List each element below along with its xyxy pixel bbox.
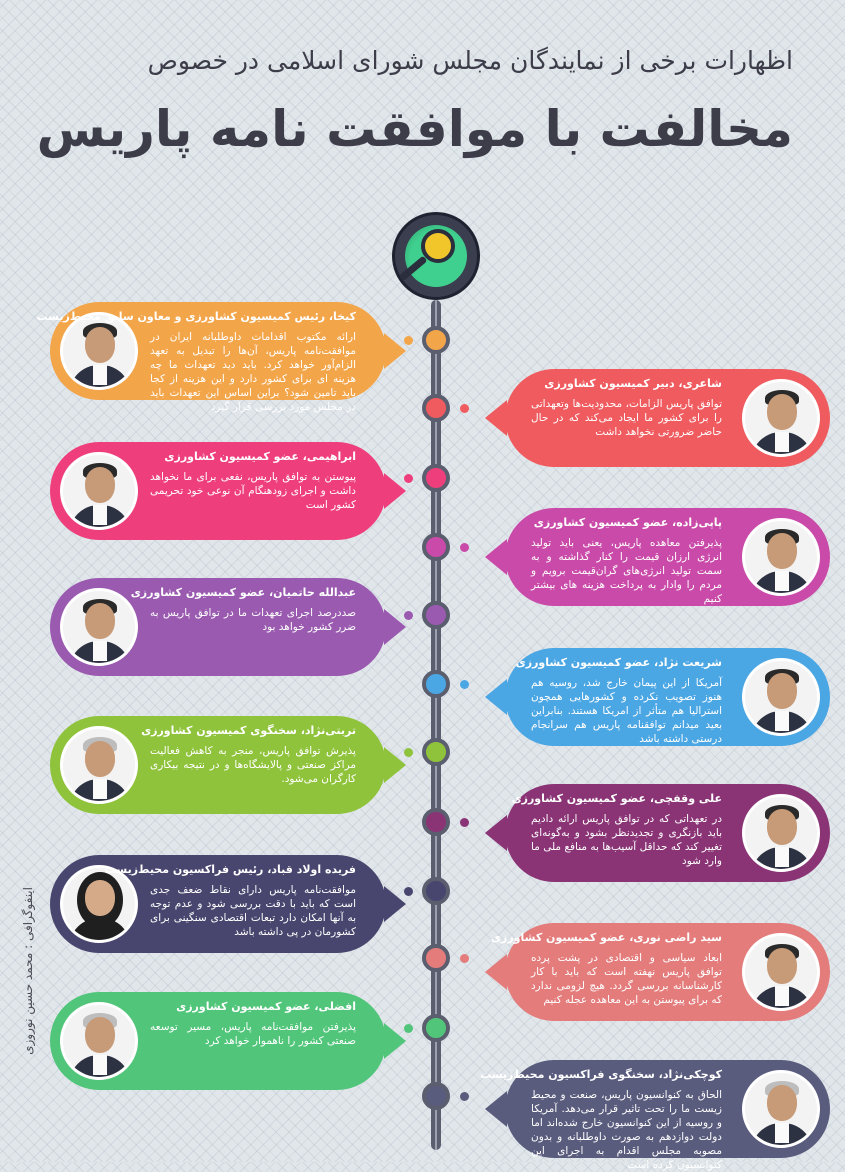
timeline-node xyxy=(422,1014,450,1042)
card-pointer xyxy=(384,1023,406,1059)
timeline-node xyxy=(422,808,450,836)
timeline-connector-dot xyxy=(404,1024,413,1033)
portrait-icon xyxy=(742,933,820,1011)
magnifier-glass xyxy=(421,229,455,263)
timeline-connector-dot xyxy=(460,680,469,689)
card-pointer xyxy=(485,954,507,990)
page-title: مخالفت با موافقت نامه پاریس xyxy=(36,100,793,158)
portrait-head xyxy=(767,1085,797,1121)
credit-text: اینفوگرافی : محمد حسین نوروزی xyxy=(21,887,35,1055)
portrait-icon xyxy=(742,379,820,457)
portrait-icon xyxy=(60,726,138,804)
portrait-head xyxy=(767,948,797,984)
quote-text: پذیرش توافق پاریس، منجر به کاهش فعالیت مراکز صنعتی و پالایشگاه‌ها و در نتیجه بیکاری کارگران می‌شود. xyxy=(150,745,356,785)
portrait-icon xyxy=(60,1002,138,1080)
timeline-connector-dot xyxy=(404,611,413,620)
quote-card-6 xyxy=(505,648,830,746)
card-pointer xyxy=(384,333,406,369)
quote-card-7 xyxy=(50,716,386,814)
portrait-icon xyxy=(742,794,820,872)
portrait-collar xyxy=(775,571,789,591)
timeline-connector-dot xyxy=(404,748,413,757)
timeline-node xyxy=(422,877,450,905)
timeline-connector-dot xyxy=(460,1092,469,1101)
timeline-node xyxy=(422,464,450,492)
card-pointer xyxy=(485,679,507,715)
timeline-connector-dot xyxy=(404,474,413,483)
portrait-head xyxy=(85,467,115,503)
timeline-connector-dot xyxy=(460,954,469,963)
portrait-collar xyxy=(93,505,107,525)
speaker-name: پاپی‌زاده، عضو کمیسیون کشاورزی xyxy=(533,516,722,529)
timeline-node xyxy=(422,738,450,766)
speaker-name: کیخا، رئیس کمیسیون کشاورزی و معاون سابق محیط‌زیست xyxy=(36,310,356,323)
portrait-body xyxy=(69,918,131,943)
speaker-name: شاعری، دبیر کمیسیون کشاورزی xyxy=(544,377,722,390)
portrait-icon xyxy=(60,588,138,666)
portrait-head xyxy=(767,809,797,845)
quote-card-5 xyxy=(50,578,386,676)
speaker-name: سید راضی نوری، عضو کمیسیون کشاورزی xyxy=(490,931,722,944)
portrait-head xyxy=(767,394,797,430)
timeline-connector-dot xyxy=(460,818,469,827)
timeline-connector-dot xyxy=(404,887,413,896)
quote-text: الحاق به کنوانسیون پاریس، صنعت و محیط زیست ما را تحت تاثیر قرار می‌دهد. آمریکا و روسیه از این کنوانسیون خارج شده‌اند اما دولت دوازدهم به صورت داوطلبانه و بدون مصوبه مجلس اقدام به اجرای این کنوانسیون کرده است xyxy=(531,1089,722,1171)
quote-card-9 xyxy=(50,855,386,953)
portrait-head xyxy=(767,673,797,709)
subtitle: اظهارات برخی از نمایندگان مجلس شورای اسلامی در خصوص xyxy=(147,46,793,75)
timeline-node xyxy=(422,326,450,354)
quote-text: ابعاد سیاسی و اقتصادی در پشت پرده توافق پاریس نهفته است که باید با کار کارشناسانه بررسی گردد. هیچ لزومی ندارد که برای پیوستن به این معاهده عجله کنیم xyxy=(531,952,722,1006)
quote-text: موافقت‌نامه پاریس دارای نقاط ضعف جدی است که باید با دقت بررسی شود و عدم توجه به آنها امکان دارد تبعات اقتصادی سنگینی برای کشورمان در پی داشته باشد xyxy=(150,884,356,938)
portrait-head xyxy=(85,327,115,363)
speaker-name: ابراهیمی، عضو کمیسیون کشاورزی xyxy=(164,450,356,463)
speaker-name: علی وقفچی، عضو کمیسیون کشاورزی xyxy=(511,792,722,805)
timeline-connector-dot xyxy=(404,336,413,345)
card-pointer xyxy=(384,886,406,922)
timeline-node xyxy=(422,670,450,698)
portrait-head xyxy=(85,741,115,777)
speaker-name: عبدالله حاتمیان، عضو کمیسیون کشاورزی xyxy=(130,586,356,599)
portrait-collar xyxy=(93,779,107,799)
speaker-name: کوچکی‌نژاد، سخنگوی فراکسیون محیط‌زیست xyxy=(480,1068,722,1081)
portrait-collar xyxy=(775,1123,789,1143)
speaker-name: شریعت نژاد، عضو کمیسیون کشاورزی xyxy=(515,656,722,669)
timeline-node xyxy=(422,1082,450,1110)
card-pointer xyxy=(485,400,507,436)
portrait-icon xyxy=(742,1070,820,1148)
quote-text: توافق پاریس الزامات، محدودیت‌ها وتعهداتی را برای کشور ما ایجاد می‌کند که در حال حاضر ضرورتی نخواهد داشت xyxy=(531,398,722,438)
card-pointer xyxy=(384,473,406,509)
quote-card-3 xyxy=(50,442,386,540)
speaker-name: تربتی‌نژاد، سخنگوی کمیسیون کشاورزی xyxy=(141,724,356,737)
portrait-head xyxy=(85,880,115,916)
quote-card-4 xyxy=(505,508,830,606)
quote-card-8 xyxy=(505,784,830,882)
timeline-node xyxy=(422,533,450,561)
timeline-connector-dot xyxy=(460,404,469,413)
card-pointer xyxy=(384,609,406,645)
speaker-name: فریده اولاد قباد، رئیس فراکسیون محیط‌زیست xyxy=(104,863,356,876)
speaker-name: افضلی، عضو کمیسیون کشاورزی xyxy=(176,1000,356,1013)
portrait-collar xyxy=(775,711,789,731)
card-pointer xyxy=(485,539,507,575)
quote-text: آمریکا از این پیمان خارج شد، روسیه هم هنوز تصویب نکرده و کشورهایی همچون استرالیا هم متأثر از امریکا هستند. بنابراین بعید میدانم توافقنامه پاریس هم سرانجام درستی داشته باشد xyxy=(531,677,722,745)
portrait-collar xyxy=(93,365,107,385)
portrait-icon xyxy=(742,658,820,736)
portrait-collar xyxy=(93,641,107,661)
quote-card-1 xyxy=(36,302,386,413)
portrait-icon xyxy=(60,312,138,390)
quote-text: پیوستن به توافق پاریس، نفعی برای ما نخواهد داشت و اجرای زودهنگام آن نوعی خود تحریمی کشور است xyxy=(150,471,356,511)
quote-text: پذیرفتن معاهده پاریس، یعنی باید تولید انرژی ارزان قیمت را کنار گذاشته و به سمت تولید انرژی‌های گران‌قیمت برویم و مردم را وادار به پرداخت هزینه های بیشتر کنیم xyxy=(531,537,722,605)
portrait-head xyxy=(85,603,115,639)
card-pointer xyxy=(384,747,406,783)
timeline-node xyxy=(422,394,450,422)
quote-text: صددرصد اجرای تعهدات ما در توافق پاریس به ضرر کشور خواهد بود xyxy=(150,607,356,633)
timeline-connector-dot xyxy=(460,543,469,552)
card-pointer xyxy=(485,1091,507,1127)
portrait-head xyxy=(767,533,797,569)
card-pointer xyxy=(485,815,507,851)
quote-card-2 xyxy=(505,369,830,467)
quote-text: ارائه مکتوب اقدامات داوطلبانه ایران در موافقت‌نامه پاریس، آن‌ها را تبدیل به تعهد الزام‌آور خواهد کرد. باید دید تعهدات ما چه هزینه ای برای کشور دارد و این هزینه از کجا باید تامین شود؟ براین اساس این تعهدات باید در مجلس مورد بررسی قرار گیرد xyxy=(150,331,356,413)
quote-card-10 xyxy=(490,923,830,1021)
portrait-collar xyxy=(775,847,789,867)
quote-text: پذیرفتن موافقت‌نامه پاریس، مسیر توسعه صنعتی کشور را ناهموار خواهد کرد xyxy=(150,1021,356,1047)
quote-text: در تعهداتی که در توافق پاریس ارائه دادیم باید بازنگری و تجدیدنظر بشود و به‌گونه‌ای تغییر کند که حداقل آسیب‌ها به منافع ملی ما وارد شود xyxy=(531,813,722,867)
portrait-head xyxy=(85,1017,115,1053)
timeline-node xyxy=(422,944,450,972)
magnifier-globe-icon xyxy=(392,212,480,300)
portrait-collar xyxy=(93,1055,107,1075)
timeline-node xyxy=(422,601,450,629)
portrait-icon xyxy=(60,452,138,530)
quote-card-11 xyxy=(50,992,386,1090)
quote-card-12 xyxy=(480,1060,830,1171)
portrait-collar xyxy=(775,432,789,452)
portrait-icon xyxy=(742,518,820,596)
portrait-icon xyxy=(60,865,138,943)
portrait-collar xyxy=(775,986,789,1006)
